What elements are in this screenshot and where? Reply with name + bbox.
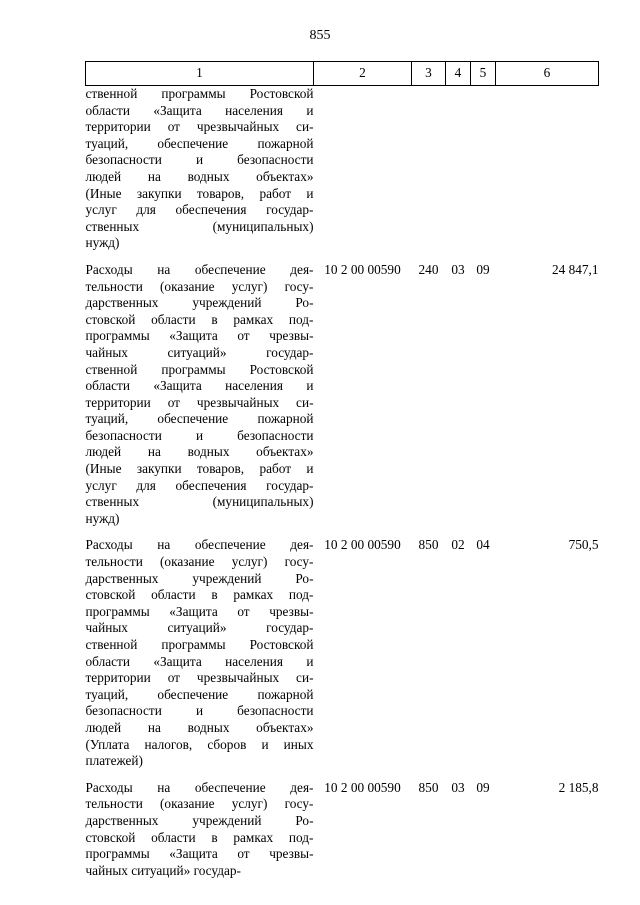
description-line: людей на водных объектах» [85,444,314,460]
description-line: дарственных учреждений Ро- [85,570,314,586]
description-line: платежей) [85,753,143,769]
description-line: нужд) [85,510,120,526]
description-line: (Иные закупки товаров, работ и [85,461,314,477]
description-line: (Иные закупки товаров, работ и [85,185,314,201]
description-line: (Уплата налогов, сборов и иных [85,736,314,752]
description-line: ственной программы Ростовской [85,86,314,101]
description-line: ственных (муниципальных) [85,494,314,510]
description-line: чайных ситуаций» государ- [85,344,314,360]
table-body [86,86,599,880]
description-line: туаций, обеспечение пожарной [85,411,314,427]
description-line: людей на водных объектах» [85,168,314,184]
column-header-6: 6 [496,62,599,86]
description-line: стовской области в рамках под- [85,829,314,845]
description-line: услуг для обеспечения государ- [85,477,314,493]
description-line: дарственных учреждений Ро- [85,295,314,311]
description-line: чайных ситуаций» государ- [85,620,314,636]
description-line: программы «Защита от чрезвы- [85,328,314,344]
table-row [86,252,599,528]
page-number: 855 [309,28,331,43]
subsection-code: 09 [476,261,490,277]
target-article-code [314,86,412,252]
description-line: тельности (оказание услуг) госу- [85,278,314,294]
description-line: туаций, обеспечение пожарной [85,686,314,702]
description-line: области «Защита населения и [85,102,314,118]
expense-type-code: 850 [418,779,439,795]
description-line: ственных (муниципальных) [85,218,314,234]
description-line: безопасности и безопасности [85,427,314,443]
subsection-code: 04 [476,537,490,553]
header-row [86,62,599,86]
description-line: Расходы на обеспечение дея- [85,261,314,277]
description-line: тельности (оказание услуг) госу- [85,796,314,812]
column-header-3: 3 [412,62,446,86]
expense-description [86,86,314,252]
expense-description [86,770,314,880]
amount-value: 24 847,1 [551,261,599,277]
column-header-4: 4 [446,62,471,86]
amount-value: 2 185,8 [558,779,599,795]
description-line: туаций, обеспечение пожарной [85,135,314,151]
description-line: стовской области в рамках под- [85,587,314,603]
description-line: людей на водных объектах» [85,719,314,735]
section-code: 02 [451,537,465,553]
description-line: безопасности и безопасности [85,703,314,719]
subsection-code: 09 [476,779,490,795]
expense-description [86,252,314,528]
amount-value [496,86,599,252]
table-row [86,770,599,880]
section-code [446,86,471,252]
description-line: территории от чрезвычайных си- [85,670,314,686]
description-line: чайных ситуаций» государ- [85,862,241,878]
section-code: 03 [451,261,465,277]
description-line: территории от чрезвычайных си- [85,394,314,410]
expense-description [86,527,314,769]
column-header-2: 2 [314,62,412,86]
column-header-1: 1 [86,62,314,86]
table-row [86,86,599,252]
table-row [86,527,599,769]
target-article-code: 10 2 00 00590 [324,779,401,795]
description-line: ственной программы Ростовской [85,637,314,652]
description-line: тельности (оказание услуг) госу- [85,554,314,570]
description-line: программы «Защита от чрезвы- [85,846,314,862]
description-line: области «Защита населения и [85,653,314,669]
description-line: Расходы на обеспечение дея- [85,537,314,553]
budget-table [85,61,599,879]
description-line: безопасности и безопасности [85,152,314,168]
description-line: Расходы на обеспечение дея- [85,779,314,795]
column-header-5: 5 [471,62,496,86]
description-line: услуг для обеспечения государ- [85,202,314,218]
target-article-code: 10 2 00 00590 [324,537,401,553]
description-line: дарственных учреждений Ро- [85,812,314,828]
expense-type-code: 850 [418,537,439,553]
description-line: стовской области в рамках под- [85,311,314,327]
expense-type-code: 240 [418,261,439,277]
description-line: области «Защита населения и [85,378,314,394]
description-line: ственной программы Ростовской [85,361,314,377]
table-header [86,62,599,86]
description-line: территории от чрезвычайных си- [85,119,314,135]
description-line: программы «Защита от чрезвы- [85,603,314,619]
target-article-code: 10 2 00 00590 [324,261,401,277]
description-line: нужд) [85,235,120,251]
section-code: 03 [451,779,465,795]
amount-value: 750,5 [568,537,599,553]
subsection-code [471,86,496,252]
expense-type-code [412,86,446,252]
